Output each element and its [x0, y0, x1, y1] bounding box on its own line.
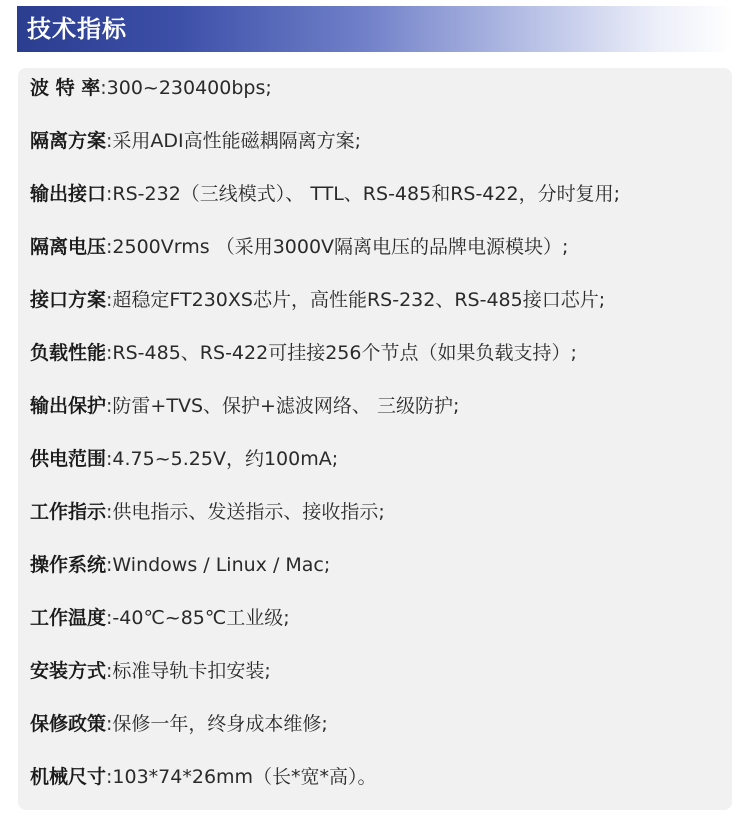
spec-label: 安装方式 — [30, 660, 107, 682]
spec-row-baud-rate — [30, 73, 272, 103]
spec-separator: : — [106, 554, 113, 576]
spec-value: 供电指示、发送指示、接收指示; — [112, 501, 385, 523]
spec-label: 隔离电压 — [30, 236, 107, 258]
spec-separator: : — [106, 448, 113, 470]
spec-value: Windows / Linux / Mac; — [112, 554, 331, 576]
spec-separator: : — [106, 607, 113, 629]
spec-label: 负载性能 — [30, 342, 107, 364]
spec-panel — [18, 68, 732, 810]
spec-row-load-capacity — [30, 338, 577, 368]
spec-label: 输出接口 — [30, 183, 107, 205]
spec-value: 标准导轨卡扣安装; — [112, 660, 271, 682]
spec-label: 隔离方案 — [30, 130, 107, 152]
spec-label: 机械尺寸 — [30, 766, 107, 788]
spec-value: 4.75~5.25V，约100mA; — [112, 448, 339, 470]
spec-separator: : — [100, 77, 107, 99]
spec-label: 供电范围 — [30, 448, 107, 470]
spec-separator: : — [106, 713, 113, 735]
spec-separator: : — [106, 183, 113, 205]
spec-row-dimensions — [30, 762, 377, 792]
spec-value: 300~230400bps; — [106, 77, 272, 99]
spec-value: -40℃~85℃工业级; — [112, 607, 290, 629]
spec-value: 超稳定FT230XS芯片，高性能RS-232、RS-485接口芯片; — [112, 289, 606, 311]
spec-label: 输出保护 — [30, 395, 107, 417]
spec-row-status-indicators — [30, 497, 385, 527]
spec-row-operating-system — [30, 550, 330, 580]
spec-row-power-range — [30, 444, 338, 474]
spec-value: 保修一年，终身成本维修; — [112, 713, 328, 735]
spec-row-isolation-scheme — [30, 126, 361, 156]
spec-value: 103*74*26mm（长*宽*高）。 — [112, 766, 377, 788]
section-header-bar — [17, 6, 733, 52]
section-title: 技术指标 — [27, 15, 127, 43]
spec-value: RS-232（三线模式）、 TTL、RS-485和RS-422，分时复用; — [112, 183, 620, 205]
spec-row-warranty-policy — [30, 709, 328, 739]
spec-separator: : — [106, 289, 113, 311]
spec-row-operating-temperature — [30, 603, 290, 633]
spec-separator: : — [106, 130, 113, 152]
spec-separator: : — [106, 501, 113, 523]
spec-value: 防雷+TVS、保护+滤波网络、 三级防护; — [112, 395, 460, 417]
spec-row-output-interface — [30, 179, 620, 209]
spec-label: 接口方案 — [30, 289, 107, 311]
spec-label: 保修政策 — [30, 713, 107, 735]
spec-separator: : — [106, 342, 113, 364]
spec-label: 工作温度 — [30, 607, 107, 629]
spec-row-output-protection — [30, 391, 459, 421]
spec-label: 工作指示 — [30, 501, 107, 523]
spec-row-mounting-method — [30, 656, 271, 686]
spec-label: 操作系统 — [30, 554, 107, 576]
spec-separator: : — [106, 236, 113, 258]
spec-separator: : — [106, 766, 113, 788]
spec-value: RS-485、RS-422可挂接256个节点（如果负载支持）; — [112, 342, 577, 364]
spec-row-isolation-voltage — [30, 232, 568, 262]
spec-separator: : — [106, 660, 113, 682]
spec-value: 2500Vrms （采用3000V隔离电压的品牌电源模块）; — [112, 236, 569, 258]
spec-separator: : — [106, 395, 113, 417]
spec-row-interface-scheme — [30, 285, 605, 315]
spec-label: 波 特 率 — [30, 77, 101, 99]
spec-value: 采用ADI高性能磁耦隔离方案; — [112, 130, 362, 152]
